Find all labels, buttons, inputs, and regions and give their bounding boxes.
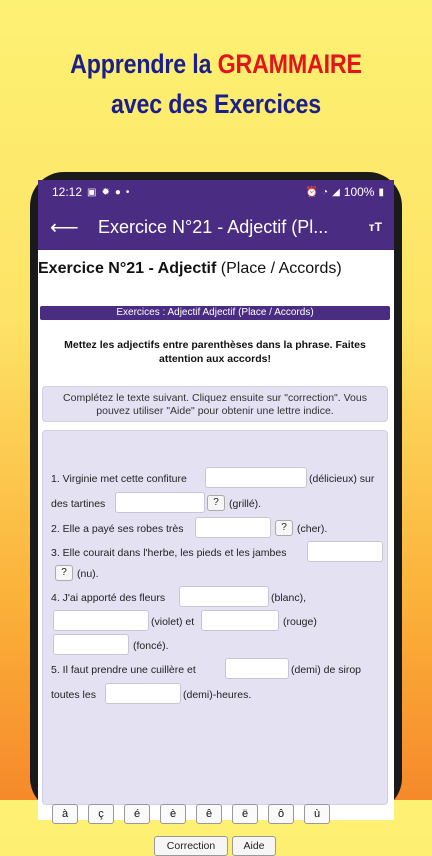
content [38, 250, 394, 852]
answer-field-4[interactable] [307, 541, 383, 562]
status-time: 12:12 [52, 185, 83, 199]
instruction-text: Mettez les adjectifs entre parenthèses dans la phrase. Faites attention aux accords! [64, 339, 366, 365]
page-title [38, 260, 394, 278]
signal-icon: ◢ [332, 186, 340, 198]
promo-line1: Apprendre la [70, 49, 218, 79]
text-size-icon[interactable]: тT [368, 220, 382, 234]
accent-button[interactable]: ê [196, 804, 222, 824]
sentence-4d: (rouge) [283, 616, 317, 628]
sentence-1c: des tartines [51, 498, 106, 510]
accent-button[interactable]: ù [304, 804, 330, 824]
sentence-5d: (demi)-heures. [183, 689, 252, 701]
breadcrumb[interactable]: Exercices : Adjectif Adjectif (Place / Accords) [40, 306, 390, 320]
promo-banner [30, 44, 402, 124]
accent-button[interactable]: ô [268, 804, 294, 824]
accent-button[interactable]: à [52, 804, 78, 824]
sentence-5b: (demi) de sirop [291, 664, 362, 676]
hint-button[interactable]: ? [275, 520, 293, 536]
accent-button[interactable]: ë [232, 804, 258, 824]
back-arrow-icon[interactable]: ⟵ [50, 216, 79, 239]
hint-button[interactable]: ? [55, 565, 73, 581]
page-title-bold: Exercice N°21 - Adjectif [38, 260, 217, 277]
answer-field-7[interactable] [201, 610, 279, 631]
sentence-4b: (blanc), [271, 592, 307, 604]
sentence-3a: 3. Elle courait dans l'herbe, les pieds et les jambes [51, 547, 287, 559]
phone-frame [30, 172, 402, 852]
answer-field-5[interactable] [179, 586, 269, 607]
answer-field-1[interactable] [205, 467, 307, 488]
image-icon: ▣ [87, 186, 97, 198]
exercise-box [42, 430, 388, 805]
sentence-2a: 2. Elle a payé ses robes très [51, 523, 184, 535]
answer-field-3[interactable] [195, 517, 271, 538]
answer-field-2[interactable] [115, 492, 205, 513]
dot-icon: • [125, 186, 130, 198]
promo-highlight: GRAMMAIRE [217, 49, 362, 79]
accent-button[interactable]: è [160, 804, 186, 824]
answer-field-9[interactable] [225, 658, 289, 679]
screen [38, 180, 394, 852]
alarm-icon: ⏰ [305, 186, 319, 198]
sentence-5c: toutes les [51, 689, 96, 701]
sentence-1b: (délicieux) sur [309, 473, 375, 485]
sentence-5a: 5. Il faut prendre une cuillère et [51, 664, 196, 676]
accent-button[interactable]: é [124, 804, 150, 824]
answer-field-10[interactable] [105, 683, 181, 704]
sentence-1d: (grillé). [229, 498, 262, 510]
hint-button[interactable]: ? [207, 495, 225, 511]
wifi-icon: ◔ [322, 186, 329, 198]
aide-button[interactable]: Aide [232, 836, 276, 856]
battery-icon: ▮ [378, 186, 384, 198]
help-box: Complétez le texte suivant. Cliquez ensuite sur "correction". Vous pouvez utiliser "Aide" pour obtenir une lettre indice. [42, 386, 388, 422]
sentence-4e: (foncé). [133, 640, 169, 652]
app-notification-icon: ● [114, 186, 121, 198]
sentence-3b: (nu). [77, 568, 99, 580]
promo-highlight-2: Exercices [214, 89, 321, 119]
sentence-4c: (violet) et [151, 616, 195, 628]
page-title-light: (Place / Accords) [216, 260, 342, 277]
battery-level: 100% [343, 185, 375, 199]
sentence-4a: 4. J'ai apporté des fleurs [51, 592, 166, 604]
sentence-1a: 1. Virginie met cette confiture [51, 473, 187, 485]
brightness-icon: ✹ [101, 186, 110, 198]
correction-button[interactable]: Correction [154, 836, 228, 856]
app-bar [38, 204, 394, 250]
promo-line2: avec des [111, 89, 215, 119]
sentence-2b: (cher). [297, 523, 328, 535]
app-bar-title: Exercice N°21 - Adjectif (Pl... [98, 216, 329, 237]
answer-field-6[interactable] [53, 610, 149, 631]
accent-button[interactable]: ç [88, 804, 114, 824]
answer-field-8[interactable] [53, 634, 129, 655]
status-bar [38, 180, 394, 204]
